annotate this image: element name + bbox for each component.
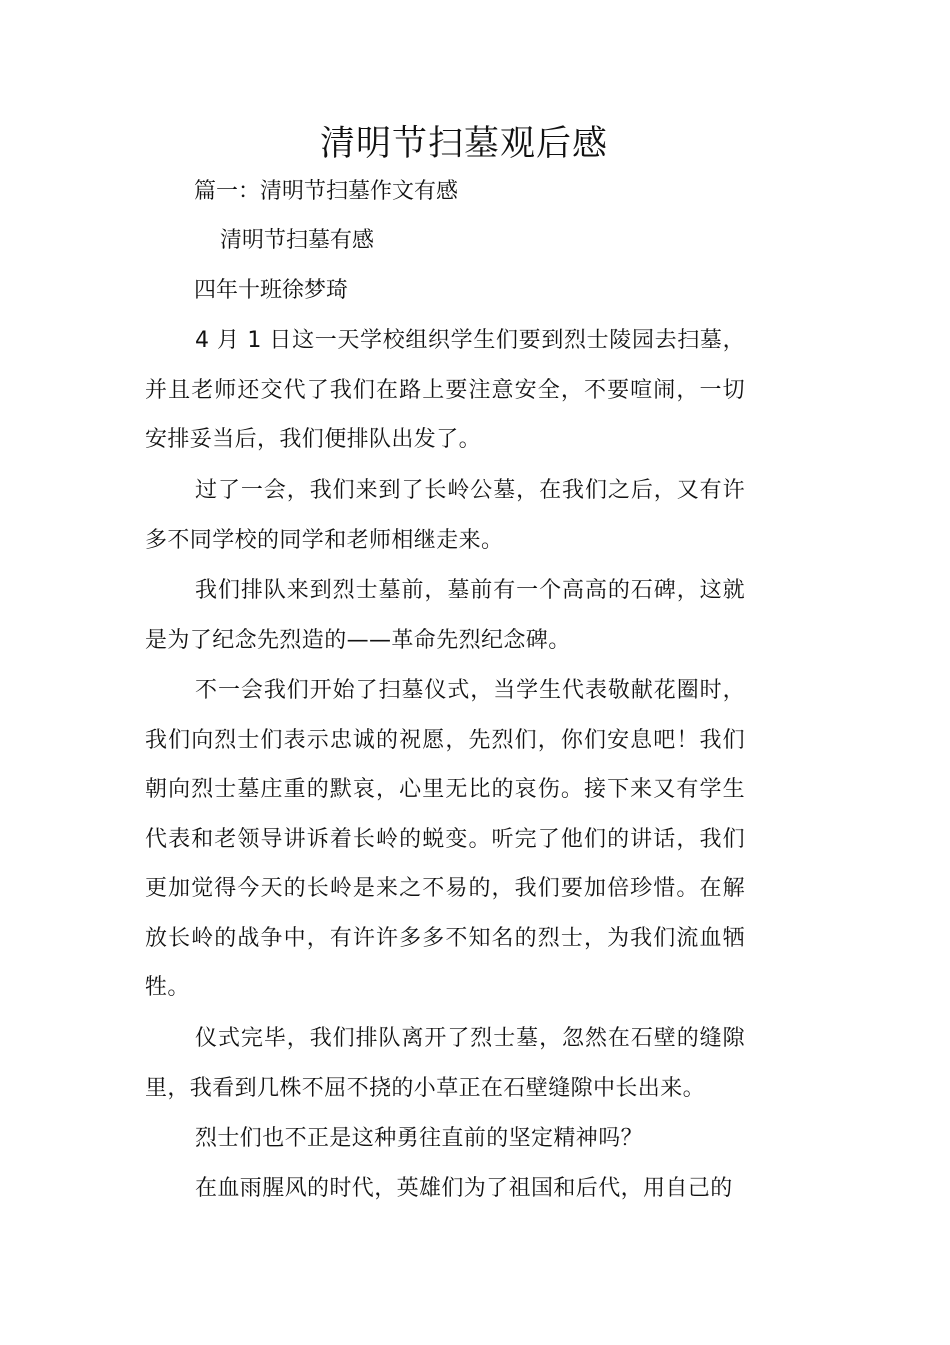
paragraph-3: 我们排队来到烈士墓前，墓前有一个高高的石碑，这就是为了纪念先烈造的——革命先烈纪念碑。 (145, 578, 745, 653)
author-line: 四年十班徐梦琦 (194, 278, 349, 303)
paragraph-5: 仪式完毕，我们排队离开了烈士墓，忽然在石壁的缝隙里，我看到几株不屈不挠的小草正在石壁缝隙中长出来。 (145, 1026, 745, 1101)
essay-subtitle: 清明节扫墓有感 (220, 228, 375, 253)
section-heading: 篇一：清明节扫墓作文有感 (194, 179, 459, 204)
paragraph-6: 烈士们也不正是这种勇往直前的坚定精神吗？ (195, 1126, 644, 1151)
paragraph-1: 4 月 1 日这一天学校组织学生们要到烈士陵园去扫墓，并且老师还交代了我们在路上要注意安全，不要喧闹，一切安排妥当后，我们便排队出发了。 (145, 328, 745, 452)
paragraph-7: 在血雨腥风的时代，英雄们为了祖国和后代，用自己的 (195, 1176, 733, 1201)
paragraph-2: 过了一会，我们来到了长岭公墓，在我们之后，又有许多不同学校的同学和老师相继走来。 (145, 478, 745, 553)
document-title: 清明节扫墓观后感 (319, 124, 608, 164)
paragraph-4: 不一会我们开始了扫墓仪式，当学生代表敬献花圈时，我们向烈士们表示忠诚的祝愿，先烈们，你们安息吧！我们朝向烈士墓庄重的默哀，心里无比的哀伤。接下来又有学生代表和老领导讲诉着长岭的蜕变。听完了他们的讲话，我们更加觉得今天的长岭是来之不易的，我们要加倍珍惜。在解放长岭的战争中，有许许多多不知名的烈士，为我们流血牺牲。 (145, 678, 745, 1000)
